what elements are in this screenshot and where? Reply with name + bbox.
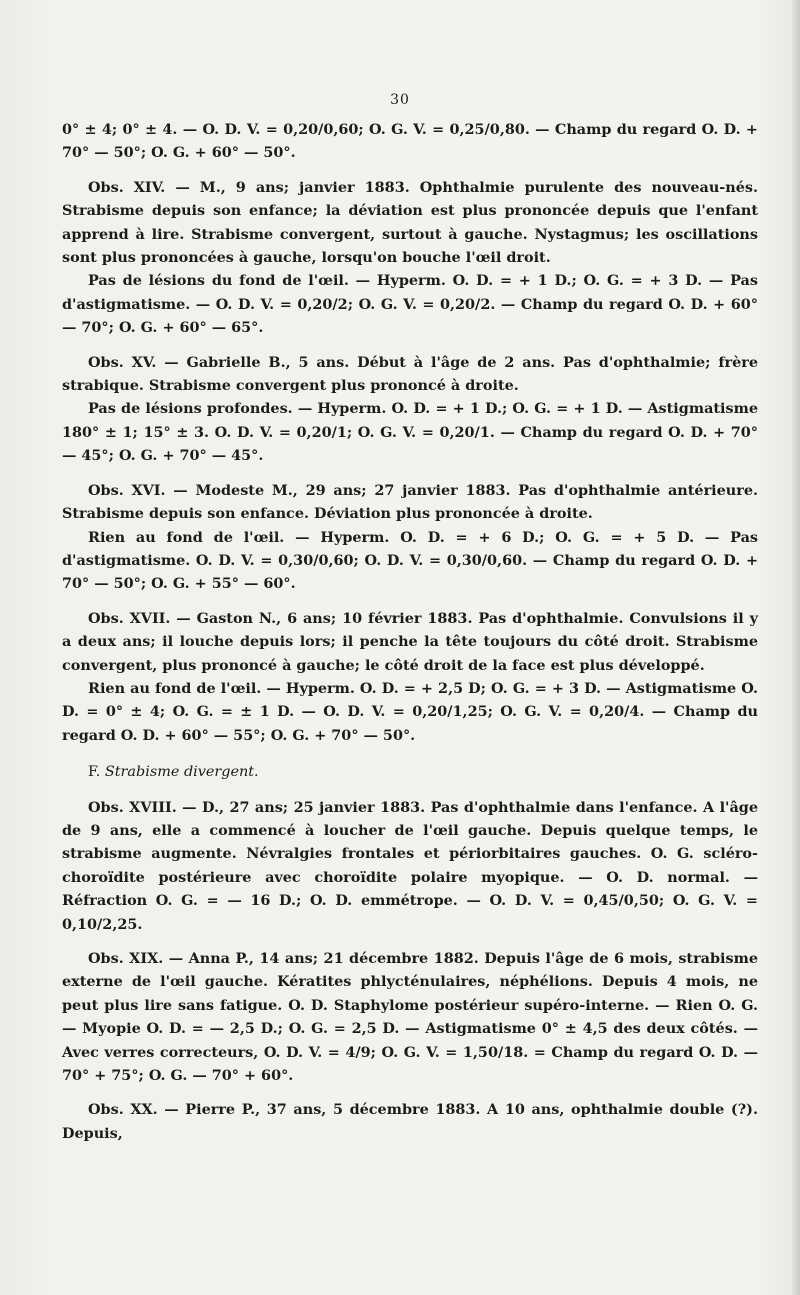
observation-17: Obs. XVII. — Gaston N., 6 ans; 10 février 1883. Pas d'ophthalmie. Convulsions il y a deux ans; il louche depuis lors; il penche la tête toujours du côté droit. Strabisme convergent, plus prononcé à gauche; le côté droit de la face est plus développé. (62, 609, 758, 674)
paragraph-continuation: 0° ± 4; 0° ± 4. — O. D. V. = 0,20/0,60; O. G. V. = 0,25/0,80. — Champ du regard O. D. + 70° — 50°; O. G. + 60° — 50°. (62, 121, 758, 162)
observation-19: Obs. XIX. — Anna P., 14 ans; 21 décembre 1882. Depuis l'âge de 6 mois, strabisme externe de l'œil gauche. Kératites phlycténulaires, néphélions. Depuis 4 mois, ne peut plus lire sans fatigue. O. D. Staphylome postérieur supéro-interne. — Rien O. G. — Myopie O. D. = — 2,5 D.; O. G. = 2,5 D. — Astigmatisme 0° ± 4,5 des deux côtés. — Avec verres correcteurs, O. D. V. = 4/9; O. G. V. = 1,50/18. = Champ du regard O. D. — 70° + 75°; O. G. — 70° + 60°. (62, 950, 758, 1085)
observation-14-exam: Pas de lésions du fond de l'œil. — Hyperm. O. D. = + 1 D.; O. G. = + 3 D. — Pas d'astigmatisme. — O. D. V. = 0,20/2; O. G. V. = 0,20/2. — Champ du regard O. D. + 60° — 70°; O. G. + 60° — 65°. (62, 272, 758, 337)
section-title: Strabisme divergent. (104, 764, 259, 781)
observation-18: Obs. XVIII. — D., 27 ans; 25 janvier 1883. Pas d'ophthalmie dans l'enfance. A l'âge de 9 ans, elle a commencé à loucher de l'œil gauche. Depuis quelque temps, le strabisme augmente. Névralgies frontales et périorbitaires gauches. O. G. scléro-choroïdite postérieure avec choroïdite polaire myopique. — O. D. normal. — Réfraction O. G. = — 16 D.; O. D. emmétrope. — O. D. V. = 0,45/0,50; O. G. V. = 0,10/2,25. (62, 798, 758, 933)
page-edge (792, 0, 800, 1295)
observation-15-exam: Pas de lésions profondes. — Hyperm. O. D. = + 1 D.; O. G. = + 1 D. — Astigmatisme 180° ± 1; 15° ± 3. O. D. V. = 0,20/1; O. G. V. = 0,20/1. — Champ du regard O. D. + 70° — 45°; O. G. + 70° — 45°. (62, 400, 758, 465)
observation-16: Obs. XVI. — Modeste M., 29 ans; 27 janvier 1883. Pas d'ophthalmie antérieure. Strabisme depuis son enfance. Déviation plus prononcée à droite. (62, 481, 758, 523)
observation-15: Obs. XV. — Gabrielle B., 5 ans. Début à l'âge de 2 ans. Pas d'ophthalmie; frère strabique. Strabisme convergent plus prononcé à droite. (62, 353, 758, 395)
section-heading (88, 761, 758, 784)
observation-17-exam: Rien au fond de l'œil. — Hyperm. O. D. = + 2,5 D; O. G. = + 3 D. — Astigmatisme O. D. = 0° ± 4; O. G. = ± 1 D. — O. D. V. = 0,20/1,25; O. G. V. = 0,20/4. — Champ du regard O. D. + 60° — 55°; O. G. + 70° — 50°. (62, 679, 758, 744)
section-letter: F. (88, 764, 101, 781)
page-number: 30 (390, 92, 410, 108)
body-text (62, 118, 758, 1145)
observation-14: Obs. XIV. — M., 9 ans; janvier 1883. Ophthalmie purulente des nouveau-nés. Strabisme depuis son enfance; la déviation est plus prononcée depuis que l'enfant apprend à lire. Strabisme convergent, surtout à gauche. Nystagmus; les oscillations sont plus prononcées à gauche, lorsqu'on bouche l'œil droit. (62, 178, 758, 267)
observation-20: Obs. XX. — Pierre P., 37 ans, 5 décembre 1883. A 10 ans, ophthalmie double (?). Depuis, (62, 1101, 758, 1142)
observation-16-exam: Rien au fond de l'œil. — Hyperm. O. D. = + 6 D.; O. G. = + 5 D. — Pas d'astigmatisme. O. D. V. = 0,30/0,60; O. D. V. = 0,30/0,60. — Champ du regard O. D. + 70° — 50°; O. G. + 55° — 60°. (62, 528, 758, 593)
